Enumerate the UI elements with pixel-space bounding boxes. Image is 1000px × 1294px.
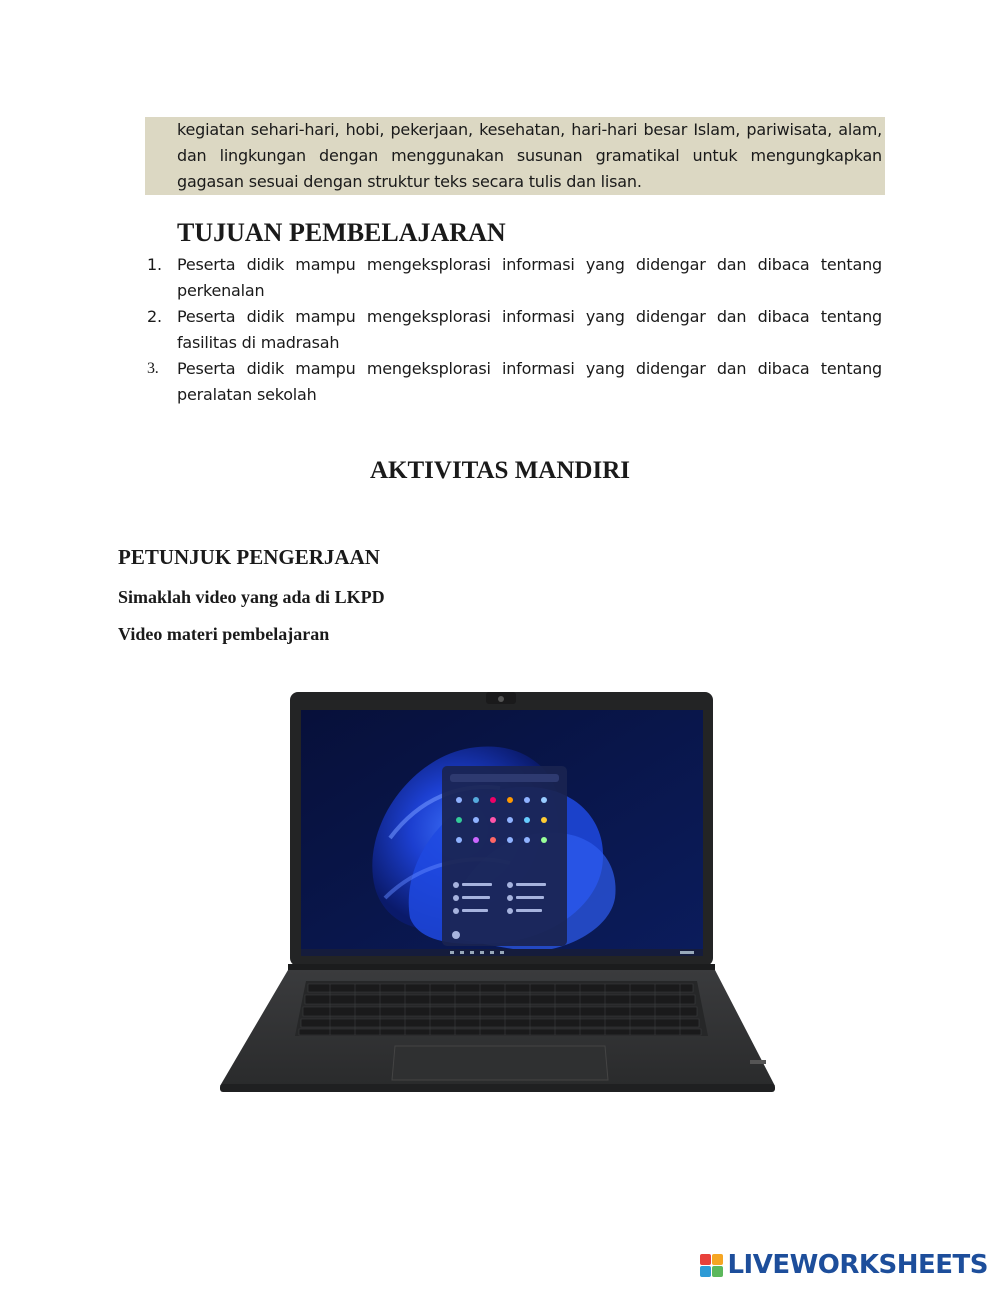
goals-list (145, 252, 885, 408)
goal-item (145, 356, 885, 408)
goal-number: 2. (147, 307, 162, 326)
laptop-icon (210, 688, 785, 1108)
goal-text: Peserta didik mampu mengeksplorasi informasi yang didengar dan dibaca tentang peralatan sekolah (177, 359, 882, 404)
liveworksheets-logo[interactable] (700, 1250, 988, 1280)
laptop-image (210, 688, 785, 1108)
instruction-line-2: Video materi pembelajaran (118, 624, 330, 644)
goal-text: Peserta didik mampu mengeksplorasi informasi yang didengar dan dibaca tentang perkenalan (177, 255, 882, 300)
intro-paragraph: kegiatan sehari-hari, hobi, pekerjaan, kesehatan, hari-hari besar Islam, pariwisata, alam, dan lingkungan dengan menggunakan susunan gramatikal untuk mengungkapkan gagasan sesuai dengan struktur teks secara tulis dan lisan. (177, 120, 882, 191)
goal-item (145, 252, 885, 304)
activity-title: AKTIVITAS MANDIRI (370, 457, 630, 484)
brand-name: LIVEWORKSHEETS (727, 1250, 988, 1280)
goals-title: TUJUAN PEMBELAJARAN (177, 218, 506, 247)
goal-number: 3. (147, 360, 159, 377)
instructions-title: PETUNJUK PENGERJAAN (118, 545, 380, 569)
instruction-line-1: Simaklah video yang ada di LKPD (118, 587, 385, 607)
liveworksheets-icon (700, 1254, 723, 1277)
goal-number: 1. (147, 255, 162, 274)
goal-text: Peserta didik mampu mengeksplorasi informasi yang didengar dan dibaca tentang fasilitas di madrasah (177, 307, 882, 352)
goal-item (145, 304, 885, 356)
